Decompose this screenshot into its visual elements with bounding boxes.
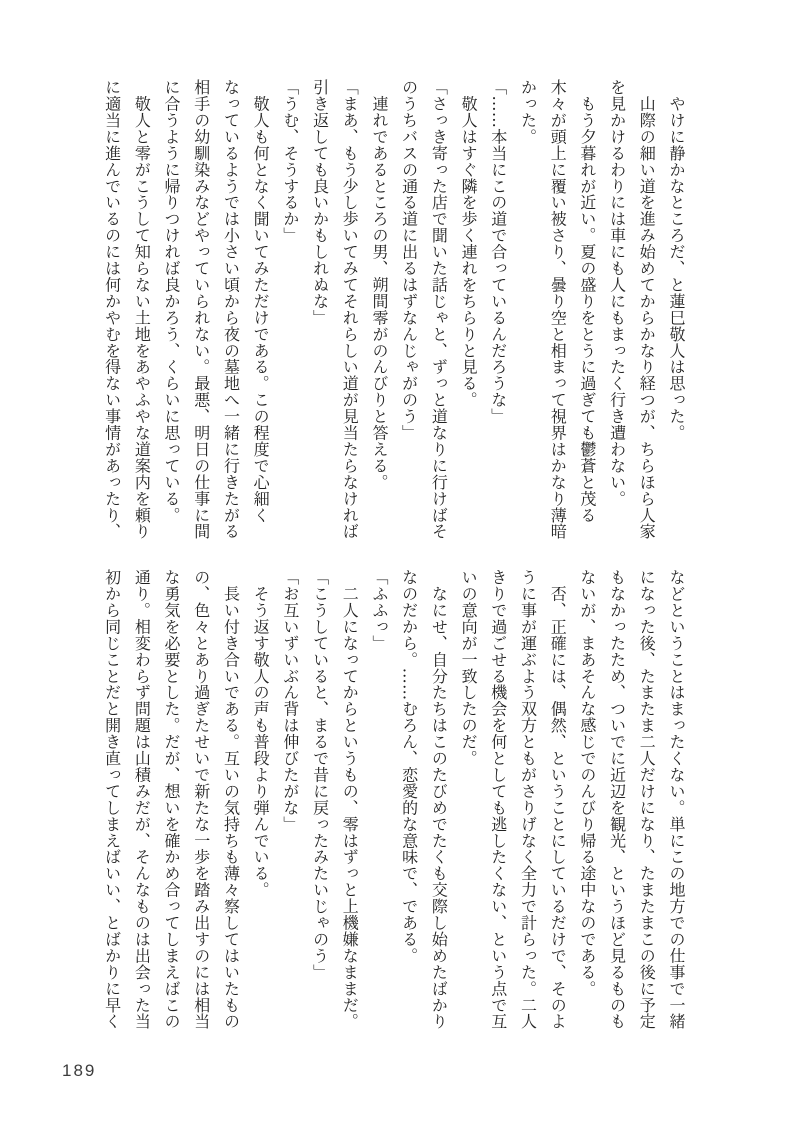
text-line: もなかったため、ついでに近辺を観光、というほど見るものも <box>607 569 627 1030</box>
text-line: 「まあ、もう少し歩いてみてそれらしい道が見当たらなければ <box>340 79 360 540</box>
text-line: 敬人はすぐ隣を歩く連れをちらりと見る。 <box>459 79 479 408</box>
text-line: 初から同じことだと開き直ってしまえばいい、とばかりに早く <box>102 569 122 1030</box>
text-line: なにせ、自分たちはこのたびめでたくも交際し始めたばかり <box>429 569 449 1030</box>
text-line: 引き返しても良いかもしれぬな」 <box>310 79 330 326</box>
text-line: などということはまったくない。単にこの地方での仕事で一緒 <box>667 569 686 1030</box>
text-line: 「ふふっ」 <box>369 569 389 652</box>
text-line: の、色々とあり過ぎたせいで新たな一歩を踏み出すのには相当 <box>191 569 211 1030</box>
text-line: そう返す敬人の声も普段より弾んでいる。 <box>251 569 271 898</box>
text-line: 敬人と零がこうして知らない土地をあやふやな道案内を頼り <box>132 79 152 540</box>
text-line: 通り。相変わらず問題は山積みだが、そんなものは出会った当 <box>132 569 152 1030</box>
page-number: 189 <box>62 1061 97 1080</box>
text-line: 「……本当にこの道で合っているんだろうな」 <box>488 79 508 425</box>
text-line: 敬人も何となく聞いてみただけである。この程度で心細く <box>251 79 271 524</box>
text-line: 連れであるところの男、朔間零がのんびりと答える。 <box>369 79 389 491</box>
text-line: 山際の細い道を進み始めてからかなり経つが、ちらほら人家 <box>637 79 657 540</box>
text-line: に合うように帰りつければ良かろう、くらいに思っている。 <box>162 79 182 524</box>
text-line: 長い付き合いである。互いの気持ちも薄々察してはいたもの <box>221 569 241 1030</box>
text-line: な勇気を必要とした。だが、想いを確かめ合ってしまえばこの <box>162 569 182 1030</box>
text-line: 「さっき寄った店で聞いた話じゃと、ずっと道なりに行けばそ <box>429 79 449 540</box>
text-line: を見かけるわりには車にも人にもまったく行き遭わない。 <box>607 79 627 507</box>
text-line: 相手の幼馴染みなどやっていられない。最悪、明日の仕事に間 <box>191 79 211 540</box>
bottom-text-block <box>97 569 691 1032</box>
text-line: なのだから。……むろん、恋愛的な意味で、である。 <box>399 569 419 964</box>
text-line: 木々が頭上に覆い被さり、曇り空と相まって視界はかなり薄暗 <box>548 79 568 540</box>
top-text-block <box>97 79 691 542</box>
text-line: 二人になってからというもの、零はずっと上機嫌なままだ。 <box>340 569 360 1030</box>
text-line: 「うむ、そうするか」 <box>280 79 300 244</box>
text-line: かった。 <box>518 79 538 145</box>
text-line: 「こうしていると、まるで昔に戻ったみたいじゃのう」 <box>310 569 330 981</box>
text-line: うに事が運ぶよう双方ともがさりげなく全力で計らった。二人 <box>518 569 538 1030</box>
text-line: きりで過ごせる機会を何としても逃したくない、という点で互 <box>488 569 508 1030</box>
text-line: に適当に進んでいるのには何かやむを得ない事情があったり、 <box>102 79 122 540</box>
text-line: いの意向が一致したのだ。 <box>459 569 479 767</box>
text-line: 「お互いずいぶん背は伸びたがな」 <box>280 569 300 833</box>
text-line: もう夕暮れが近い。夏の盛りをとうに過ぎても鬱蒼と茂る <box>577 79 597 524</box>
text-line: なっているようでは小さい頃から夜の墓地へ一緒に行きたがる <box>221 79 241 540</box>
text-line: のうちバスの通る道に出るはずなんじゃがのう」 <box>399 79 419 441</box>
text-line: やけに静かなところだ、と蓮巳敬人は思った。 <box>667 79 686 441</box>
text-line: になった後、たまたま二人だけになり、たまたまこの後に予定 <box>637 569 657 1030</box>
text-line: 否、正確には、偶然、ということにしているだけで、そのよ <box>548 569 568 1030</box>
text-line: ないが、まあそんな感じでのんびり帰る途中なのである。 <box>577 569 597 997</box>
